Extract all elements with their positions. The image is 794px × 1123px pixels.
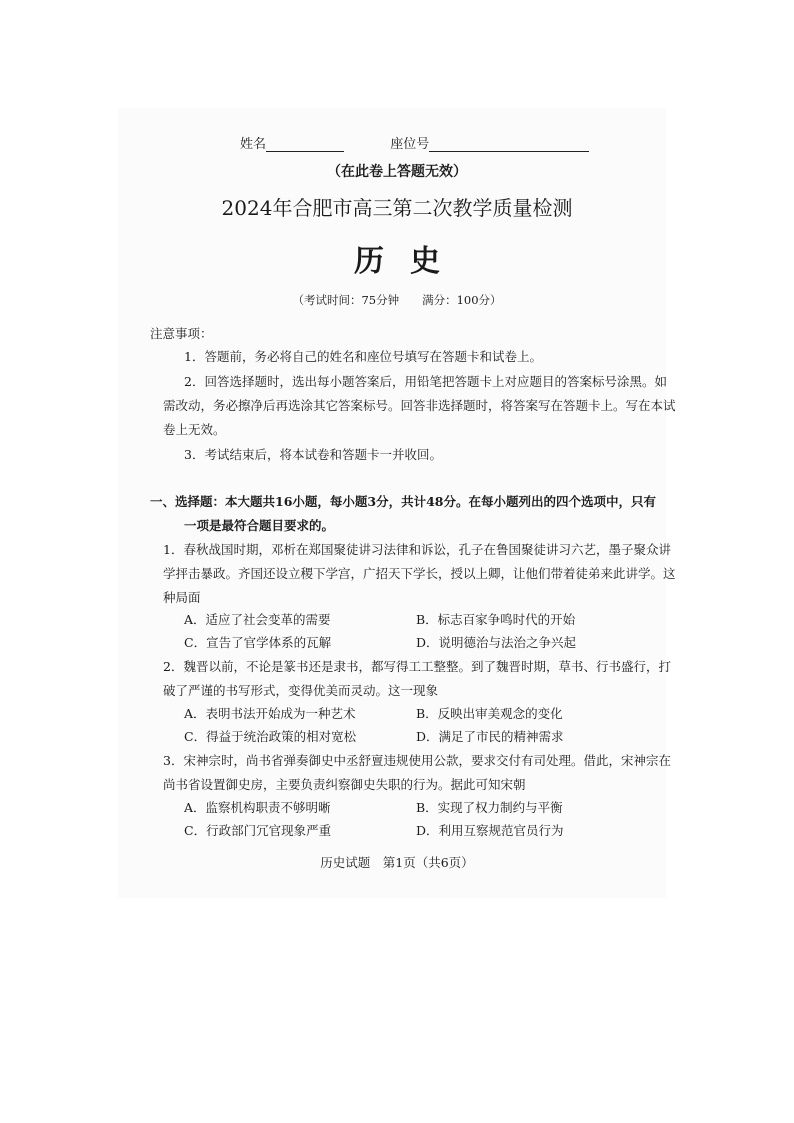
question-3-option-a: A．监察机构职责不够明晰 xyxy=(184,800,331,815)
question-1-line: 学抨击暴政。齐国还设立稷下学宫，广招天下学长，授以上卿，让他们带着徒弟来此讲学。这 xyxy=(163,566,676,581)
question-1-option-d: D．说明德治与法治之争兴起 xyxy=(416,635,577,650)
question-2-line: 2．魏晋以前，不论是篆书还是隶书，都写得工工整整。到了魏晋时期，草书、行书盛行，打 xyxy=(163,659,671,674)
note-item: 3．考试结束后，将本试卷和答题卡一并收回。 xyxy=(184,447,442,462)
name-label: 姓名 xyxy=(240,137,267,152)
question-1-line: 1．春秋战国时期，邓析在郑国聚徒讲习法律和诉讼，孔子在鲁国聚徒讲习六艺，墨子聚众讲 xyxy=(163,542,671,557)
section-heading-cont: 一项是最符合题目要求的。 xyxy=(184,518,335,533)
page-footer: 历史试题 第1页（共6页） xyxy=(320,855,474,870)
section-heading: 一、选择题：本大题共16小题，每小题3分，共计48分。在每小题列出的四个选项中，只有 xyxy=(150,494,656,509)
question-3-option-c: C．行政部门冗官现象严重 xyxy=(184,823,332,838)
question-1-option-a: A．适应了社会变革的需要 xyxy=(184,612,331,627)
question-3-option-d: D．利用互察规范官员行为 xyxy=(416,823,564,838)
question-2-line: 破了严谨的书写形式，变得优美而灵动。这一现象 xyxy=(163,683,439,698)
seat-blank[interactable] xyxy=(429,137,589,152)
question-1-option-b: B．标志百家争鸣时代的开始 xyxy=(416,612,576,627)
invalid-note: （在此卷上答题无效） xyxy=(327,164,467,180)
student-info-row xyxy=(240,133,589,152)
notes-heading: 注意事项： xyxy=(150,326,213,341)
exam-title: 2024年合肥市高三第二次教学质量检测 xyxy=(221,196,573,220)
subject-title: 历史 xyxy=(354,244,466,279)
question-1-line: 种局面 xyxy=(163,590,201,605)
note-item: 需改动，务必擦净后再选涂其它答案标号。回答非选择题时，将答案写在答题卡上。写在本试 xyxy=(163,398,676,413)
note-item: 卷上无效。 xyxy=(163,422,226,437)
question-3-line: 3．宋神宗时，尚书省弹奏御史中丞舒亶违规使用公款，要求交付有司处理。借此，宋神宗在 xyxy=(163,753,671,768)
question-2-option-d: D．满足了市民的精神需求 xyxy=(416,729,564,744)
note-item: 2．回答选择题时，选出每小题答案后，用铅笔把答题卡上对应题目的答案标号涂黑。如 xyxy=(184,374,667,389)
seat-label: 座位号 xyxy=(390,137,430,152)
question-2-option-c: C．得益于统治政策的相对宽松 xyxy=(184,729,357,744)
note-item: 1．答题前，务必将自己的姓名和座位号填写在答题卡和试卷上。 xyxy=(184,349,542,364)
exam-info: （考试时间：75分钟 满分：100分） xyxy=(292,293,502,307)
name-blank[interactable] xyxy=(266,137,344,152)
question-2-option-b: B．反映出审美观念的变化 xyxy=(416,706,563,721)
question-3-option-b: B．实现了权力制约与平衡 xyxy=(416,800,563,815)
question-1-option-c: C．宣告了官学体系的瓦解 xyxy=(184,635,332,650)
question-3-line: 尚书省设置御史房，主要负责纠察御史失职的行为。据此可知宋朝 xyxy=(163,777,526,792)
question-2-option-a: A．表明书法开始成为一种艺术 xyxy=(184,706,356,721)
